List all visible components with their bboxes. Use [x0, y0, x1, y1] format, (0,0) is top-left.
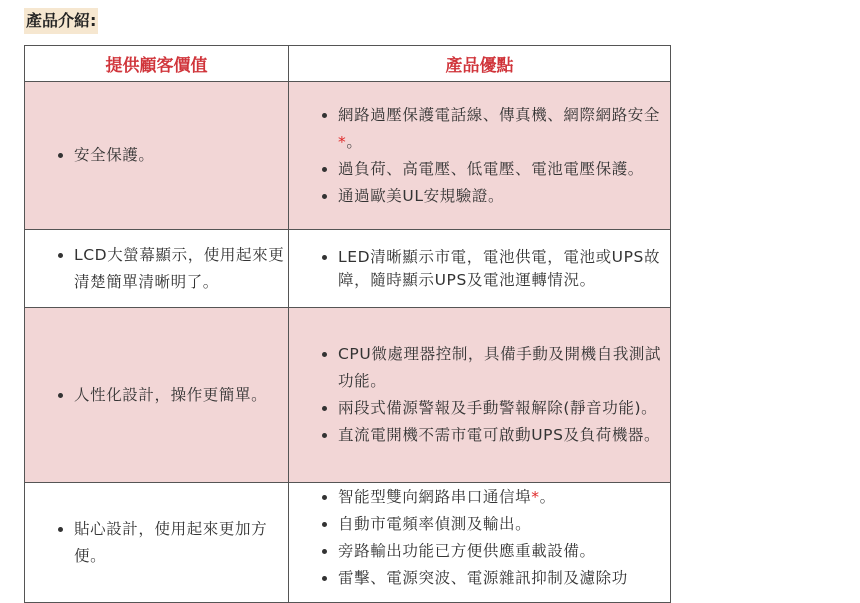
advantage-list: [290, 246, 669, 292]
section-heading: 產品介紹:: [24, 8, 98, 34]
advantage-cell: [289, 230, 671, 308]
value-cell: [25, 230, 289, 308]
table-row: [25, 230, 671, 308]
advantage-list: [290, 341, 669, 449]
value-cell: [25, 308, 289, 483]
asterisk-mark: *: [338, 132, 347, 151]
asterisk-mark: *: [531, 488, 540, 506]
table-row: [25, 308, 671, 483]
list-item: • 雷擊、電源突波、電源雜訊抑制及濾除功: [338, 565, 669, 592]
value-list: [26, 242, 287, 296]
list-item: • LCD大螢幕顯示，使用起來更清楚簡單清晰明了。: [74, 242, 287, 296]
header-product-advantages: 產品優點: [289, 46, 671, 82]
value-list: [26, 382, 287, 409]
table-header-row: [25, 46, 671, 82]
list-item: • 網路過壓保護電話線、傳真機、網際網路安全*。: [338, 102, 669, 156]
advantage-cell: [289, 308, 671, 483]
header-customer-value: 提供顧客價值: [25, 46, 289, 82]
list-item: • 貼心設計，使用起來更加方便。: [74, 516, 287, 570]
table-row: [25, 483, 671, 603]
list-item: • 安全保護。: [74, 142, 287, 169]
product-features-table: [24, 45, 671, 603]
advantage-list: [290, 102, 669, 210]
list-item: • 自動市電頻率偵測及輸出。: [338, 511, 669, 538]
list-item: • 直流電開機不需市電可啟動UPS及負荷機器。: [338, 422, 669, 449]
list-item: • 兩段式備源警報及手動警報解除(靜音功能)。: [338, 395, 669, 422]
list-item: • 旁路輸出功能已方便供應重載設備。: [338, 538, 669, 565]
list-item: • CPU微處理器控制，具備手動及開機自我測試功能。: [338, 341, 669, 395]
list-item: • 智能型雙向網路串口通信埠*。: [338, 484, 669, 511]
advantage-list: [290, 484, 669, 592]
value-cell: [25, 483, 289, 603]
list-item: • 通過歐美UL安規驗證。: [338, 183, 669, 210]
advantage-cell: [289, 82, 671, 230]
list-item: • LED清晰顯示市電，電池供電，電池或UPS故障，隨時顯示UPS及電池運轉情況。: [338, 246, 669, 292]
table-row: [25, 82, 671, 230]
list-item: • 人性化設計，操作更簡單。: [74, 382, 287, 409]
value-list: [26, 516, 287, 570]
list-item: • 過負荷、高電壓、低電壓、電池電壓保護。: [338, 156, 669, 183]
value-cell: [25, 82, 289, 230]
advantage-cell: [289, 483, 671, 603]
value-list: [26, 142, 287, 169]
